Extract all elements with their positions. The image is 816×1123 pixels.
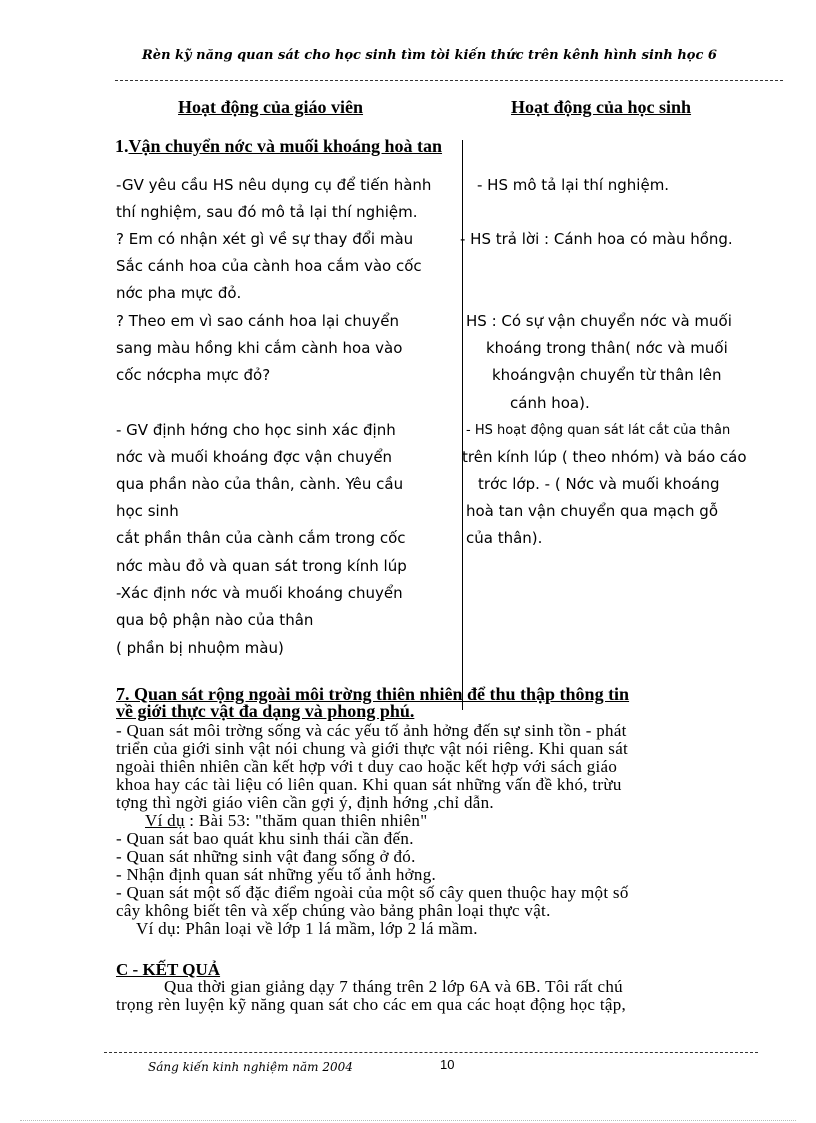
bullet-item: - Quan sát những sinh vật đang sống ở đó.: [116, 847, 416, 866]
teacher-line: -GV yêu cầu HS nêu dụng cụ để tiến hành: [116, 176, 432, 194]
example-label: Ví dụ: [145, 811, 185, 830]
column-header-student: Hoạt động của học sinh: [511, 97, 692, 117]
bullet-item: - Quan sát bao quát khu sinh thái cần đến.: [116, 829, 414, 848]
student-line: trên kính lúp ( theo nhóm) và báo cáo: [462, 448, 747, 466]
section-7-paragraph-line: khoa hay các tài liệu có liên quan. Khi quan sát những vấn đề khó, trừu: [116, 775, 622, 794]
header-title: Rèn kỹ năng quan sát cho học sinh tìm tòi kiến thức trên kênh hình sinh học 6: [142, 48, 717, 63]
section-1-heading: [115, 136, 442, 157]
student-line: - HS mô tả lại thí nghiệm.: [477, 176, 670, 194]
example-line: [145, 812, 427, 830]
teacher-line: ? Theo em vì sao cánh hoa lại chuyển: [116, 312, 399, 330]
footer-text: Sáng kiến kinh nghiệm năm 2004: [148, 1060, 353, 1074]
student-line: trớc lớp. - ( Nớc và muối khoáng: [478, 475, 720, 493]
footer-divider: [104, 1052, 758, 1053]
student-line: hoà tan vận chuyển qua mạch gỗ: [466, 502, 718, 520]
example-text: : Bài 53: "thăm quan thiên nhiên": [184, 811, 428, 830]
teacher-line: ? Em có nhận xét gì về sự thay đổi màu: [116, 230, 414, 248]
section-c-title: C - KẾT QUẢ: [116, 960, 221, 979]
section-1-title: Vận chuyển nớc và muối khoáng hoà tan: [128, 136, 443, 156]
student-line: cánh hoa).: [510, 394, 590, 412]
student-line: khoángvận chuyển từ thân lên: [492, 366, 722, 384]
section-7-title: 7. Quan sát rộng ngoài môi trờng thiên nhiên để thu thập thông tin: [116, 684, 630, 704]
teacher-line: qua bộ phận nào của thân: [116, 611, 314, 629]
column-header-teacher: Hoạt động của giáo viên: [178, 97, 364, 117]
page-number: 10: [440, 1057, 455, 1072]
section-1-number: 1.: [115, 136, 129, 156]
section-7-paragraph-line: tợng thì ngời giáo viên cần gợi ý, định hớng ,chỉ dẫn.: [116, 793, 494, 812]
teacher-line: nớc và muối khoáng đợc vận chuyển: [116, 448, 393, 466]
teacher-line: Sắc cánh hoa của cành hoa cắm vào cốc: [116, 257, 422, 275]
student-line: khoáng trong thân( nớc và muối: [486, 339, 728, 357]
teacher-line: ( phần bị nhuộm màu): [116, 639, 284, 657]
section-c-line: Qua thời gian giảng dạy 7 tháng trên 2 lớp 6A và 6B. Tôi rất chú: [164, 977, 623, 996]
student-line: - HS hoạt động quan sát lát cắt của thân: [466, 423, 731, 438]
section-7-paragraph-line: - Quan sát môi trờng sống và các yếu tố ảnh hởng đến sự sinh tồn - phát: [116, 721, 627, 740]
teacher-line: học sinh: [116, 502, 179, 520]
header-divider: [115, 80, 783, 81]
bullet-item: cây không biết tên và xếp chúng vào bảng phân loại thực vật.: [116, 901, 551, 920]
section-7-paragraph-line: triển của giới sinh vật nói chung và giới thực vật nói riêng. Khi quan sát: [116, 739, 629, 758]
teacher-line: sang màu hồng khi cắm cành hoa vào: [116, 339, 403, 357]
section-7-paragraph-line: ngoài thiên nhiên cần kết hợp với t duy cao hoặc kết hợp với sách giáo: [116, 757, 618, 776]
section-7-title-cont: về giới thực vật đa dạng và phong phú.: [116, 701, 415, 721]
teacher-line: nớc màu đỏ và quan sát trong kính lúp: [116, 557, 407, 575]
example-2-line: Ví dụ: Phân loại về lớp 1 lá mầm, lớp 2 lá mầm.: [136, 919, 478, 938]
student-line: HS : Có sự vận chuyển nớc và muối: [466, 312, 732, 330]
teacher-line: - GV định hớng cho học sinh xác định: [116, 421, 396, 439]
teacher-line: -Xác định nớc và muối khoáng chuyển: [116, 584, 403, 602]
teacher-line: nớc pha mực đỏ.: [116, 284, 242, 302]
bullet-item: - Quan sát một số đặc điểm ngoài của một số cây quen thuộc hay một số: [116, 883, 629, 902]
teacher-line: cắt phần thân của cành cắm trong cốc: [116, 529, 406, 547]
page-bottom-edge: [20, 1120, 796, 1121]
column-divider: [462, 140, 463, 710]
teacher-line: cốc nớcpha mực đỏ?: [116, 366, 271, 384]
teacher-line: thí nghiệm, sau đó mô tả lại thí nghiệm.: [116, 203, 418, 221]
student-line: của thân).: [466, 529, 543, 547]
teacher-line: qua phần nào của thân, cành. Yêu cầu: [116, 475, 404, 493]
section-c-line: trọng rèn luyện kỹ năng quan sát cho các em qua các hoạt động học tập,: [116, 995, 627, 1014]
student-line: - HS trả lời : Cánh hoa có màu hồng.: [460, 230, 733, 248]
bullet-item: - Nhận định quan sát những yếu tố ảnh hởng.: [116, 865, 437, 884]
